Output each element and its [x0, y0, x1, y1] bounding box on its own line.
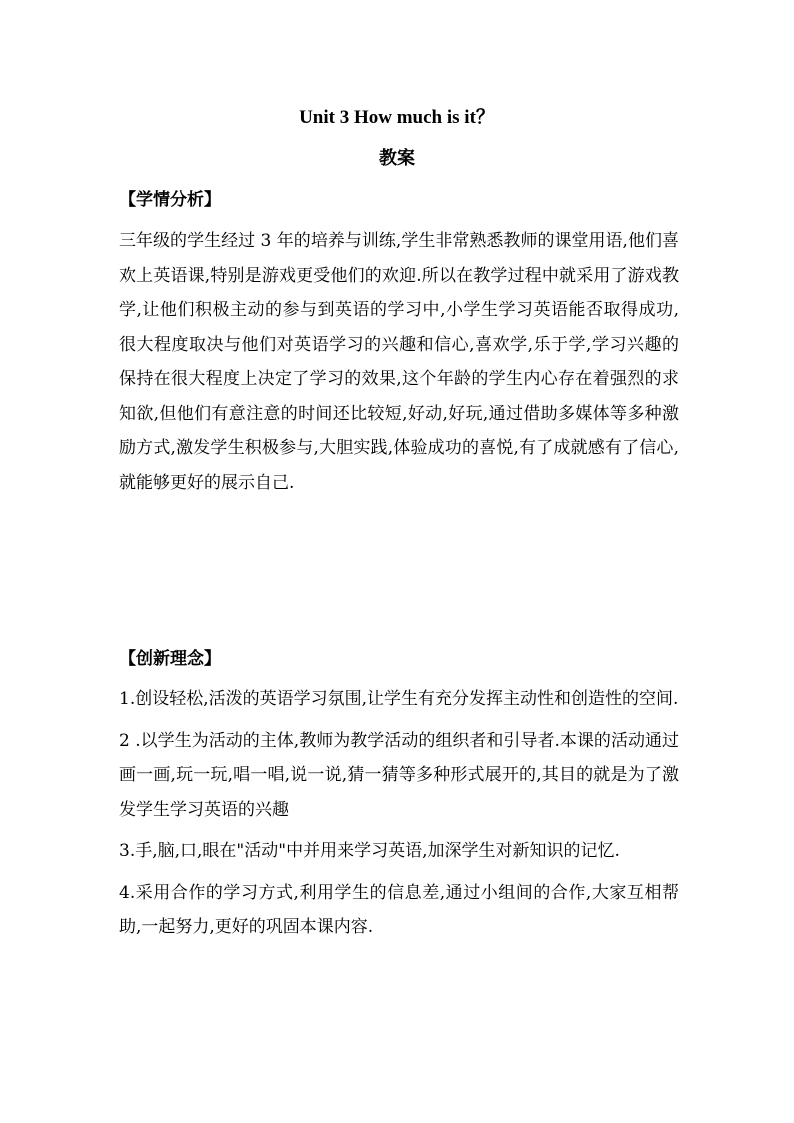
- section-paragraph-analysis: 三年级的学生经过 3 年的培养与训练,学生非常熟悉教师的课堂用语,他们喜欢上英语课,特别是游戏更受他们的欢迎.所以在教学过程中就采用了游戏教学,让他们积极主动的参与到英语的学习中,小学生学习英语能否取得成功,很大程度取决与他们对英语学习的兴趣和信心,喜欢学,乐于学,学习兴趣的保持在很大程度上决定了学习的效果,这个年龄的学生内心存在着强烈的求知欲,但他们有意注意的时间还比较短,好动,好玩,通过借助多媒体等多种激励方式,激发学生积极参与,大胆实践,体验成功的喜悦,有了成就感有了信心,就能够更好的展示自己.: [119, 231, 679, 493]
- section-heading-analysis: 【学情分析】: [119, 190, 221, 210]
- section-heading-concept: 【创新理念】: [119, 649, 221, 669]
- concept-list: [119, 682, 679, 952]
- list-item: 3.手,脑,口,眼在"活动"中并用来学习英语,加深学生对新知识的记忆.: [119, 841, 620, 861]
- document-subtitle: 教案: [379, 148, 415, 169]
- list-item: 4.采用合作的学习方式,利用学生的信息差,通过小组间的合作,大家互相帮助,一起努力,更好的巩固本课内容.: [119, 882, 679, 937]
- list-item: 1.创设轻松,活泼的英语学习氛围,让学生有充分发挥主动性和创造性的空间.: [119, 689, 679, 709]
- list-item: 2 .以学生为活动的主体,教师为教学活动的组织者和引导者.本课的活动通过画一画,玩一玩,唱一唱,说一说,猜一猜等多种形式展开的,其目的就是为了激发学生学习英语的兴趣: [119, 730, 679, 820]
- document-title: Unit 3 How much is it？: [299, 107, 495, 128]
